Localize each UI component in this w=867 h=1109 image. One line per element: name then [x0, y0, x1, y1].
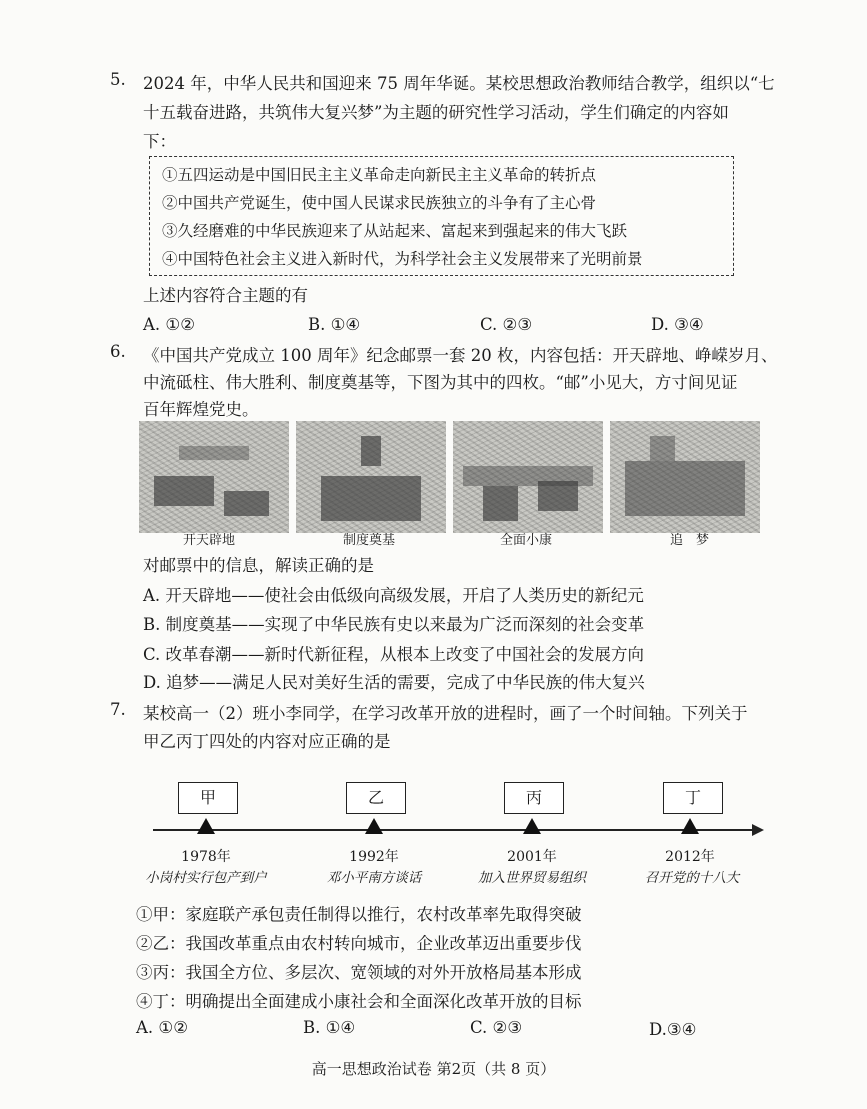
question-6-line-3: 百年辉煌党史。 [143, 400, 259, 419]
stamp-image-4 [610, 421, 760, 533]
stamp-caption-3: 全面小康 [500, 533, 553, 548]
page-footer: 高一思想政治试卷 第2页（共 8 页） [311, 1060, 556, 1078]
question-5-prompt: 上述内容符合主题的有 [143, 286, 308, 305]
timeline-marker-1 [197, 818, 215, 834]
timeline-year-2: 1992年 [349, 849, 399, 865]
timeline-year-4: 2012年 [665, 849, 715, 865]
q5-option-d[interactable]: D. ③④ [651, 315, 704, 334]
q7-statement-3: ③丙：我国全方位、多层次、宽领域的对外开放格局基本形成 [136, 963, 582, 982]
q7-option-a[interactable]: A. ①② [136, 1018, 188, 1037]
box-item-4: ④中国特色社会主义进入新时代，为科学社会主义发展带来了光明前景 [162, 250, 643, 268]
timeline-label-bing: 丙 [504, 782, 564, 814]
q5-option-b[interactable]: B. ①④ [308, 315, 361, 334]
timeline-event-3: 加入世界贸易组织 [478, 870, 586, 886]
timeline-axis [153, 829, 759, 831]
q5-option-a[interactable]: A. ①② [143, 315, 195, 334]
stamp-caption-1: 开天辟地 [183, 533, 236, 548]
timeline-event-1: 小岗村实行包产到户 [145, 870, 267, 886]
stamp-caption-2: 制度奠基 [343, 533, 396, 548]
timeline-label-yi: 乙 [346, 782, 406, 814]
question-7-line-2: 甲乙丙丁四处的内容对应正确的是 [143, 732, 391, 751]
timeline-event-4: 召开党的十八大 [644, 870, 740, 886]
timeline-marker-3 [523, 818, 541, 834]
q6-option-d[interactable]: D. 追梦——满足人民对美好生活的需要，完成了中华民族的伟大复兴 [143, 673, 645, 692]
q7-option-d[interactable]: D.③④ [649, 1020, 697, 1039]
question-5-number: 5. [110, 70, 126, 89]
timeline-marker-2 [365, 818, 383, 834]
stamp-image-2 [296, 421, 446, 533]
stamp-image-3 [453, 421, 603, 533]
timeline-event-2: 邓小平南方谈话 [326, 870, 422, 886]
q6-option-c[interactable]: C. 改革春潮——新时代新征程，从根本上改变了中国社会的发展方向 [143, 645, 645, 664]
question-5-line-2: 十五载奋进路，共筑伟大复兴梦”为主题的研究性学习活动，学生们确定的内容如 [143, 103, 729, 122]
timeline-year-1: 1978年 [181, 849, 231, 865]
question-7-line-1: 某校高一（2）班小李同学，在学习改革开放的进程时，画了一个时间轴。下列关于 [143, 704, 748, 723]
q7-statement-4: ④丁：明确提出全面建成小康社会和全面深化改革开放的目标 [136, 992, 582, 1011]
timeline-label-ding: 丁 [663, 782, 723, 814]
timeline-label-jia: 甲 [178, 782, 238, 814]
q7-statement-2: ②乙：我国改革重点由农村转向城市，企业改革迈出重要步伐 [136, 934, 582, 953]
stamp-caption-4: 追 梦 [670, 533, 710, 548]
question-6-line-1: 《中国共产党成立 100 周年》纪念邮票一套 20 枚，内容包括：开天辟地、峥嵘岁月、 [143, 346, 778, 365]
timeline-year-3: 2001年 [507, 849, 557, 865]
question-5-line-3: 下： [143, 132, 176, 151]
question-6-line-2: 中流砥柱、伟大胜利、制度奠基等，下图为其中的四枚。“邮”小见大，方寸间见证 [143, 373, 738, 392]
question-5-line-1: 2024 年，中华人民共和国迎来 75 周年华诞。某校思想政治教师结合教学，组织以“七 [143, 74, 775, 93]
question-5-content-box [149, 156, 734, 276]
question-6-number: 6. [110, 342, 126, 361]
stamp-image-1 [139, 421, 289, 533]
timeline-arrow-icon [752, 824, 764, 836]
box-item-3: ③久经磨难的中华民族迎来了从站起来、富起来到强起来的伟大飞跃 [162, 222, 628, 240]
q6-option-a[interactable]: A. 开天辟地——使社会由低级向高级发展，开启了人类历史的新纪元 [143, 586, 644, 605]
q5-option-c[interactable]: C. ②③ [480, 315, 533, 334]
q7-option-c[interactable]: C. ②③ [470, 1018, 523, 1037]
question-7-number: 7. [110, 700, 126, 719]
timeline-marker-4 [681, 818, 699, 834]
question-6-prompt: 对邮票中的信息，解读正确的是 [143, 556, 374, 575]
q7-option-b[interactable]: B. ①④ [303, 1018, 356, 1037]
q7-statement-1: ①甲：家庭联产承包责任制得以推行，农村改革率先取得突破 [136, 905, 582, 924]
q6-option-b[interactable]: B. 制度奠基——实现了中华民族有史以来最为广泛而深刻的社会变革 [143, 615, 645, 634]
box-item-1: ①五四运动是中国旧民主主义革命走向新民主主义革命的转折点 [162, 166, 597, 184]
box-item-2: ②中国共产党诞生，使中国人民谋求民族独立的斗争有了主心骨 [162, 194, 597, 212]
